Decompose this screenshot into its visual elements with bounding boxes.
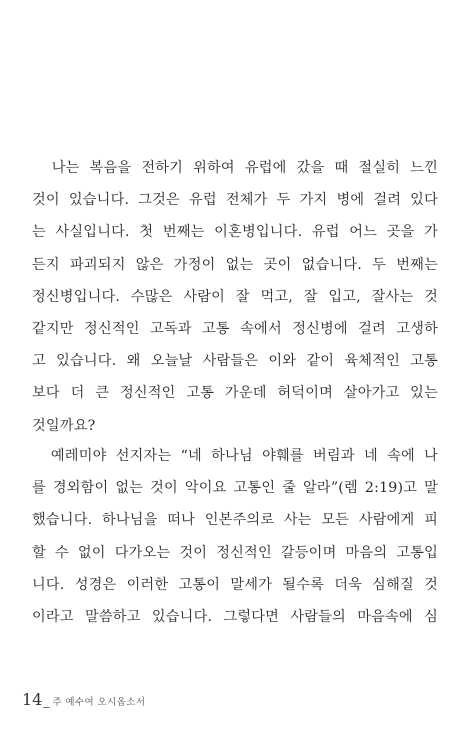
text-line: 나는 복음을 전하기 위하여 유럽에 갔을 때 절실히 느낀 [32,160,438,176]
text-line: 는 사실입니다. 첫 번째는 이혼병입니다. 유럽 어느 곳을 가 [32,224,438,241]
text-line: 니다. 성경은 이러한 고통이 말세가 될수록 더욱 심해질 것 [32,576,438,593]
text-line: 이라고 말씀하고 있습니다. 그렇다면 사람들의 마음속에 심 [32,608,438,625]
footer-separator: _ [43,694,50,708]
text-line: 정신병입니다. 수많은 사람이 잘 먹고, 잘 입고, 잘사는 것 [32,288,438,305]
text-line: 했습니다. 하나님을 떠나 인본주의로 사는 모든 사람에게 피 [32,512,438,529]
text-line: 것일까요? [32,417,96,434]
text-line: 할 수 없이 다가오는 것이 정신적인 갈등이며 마음의 고통입 [32,544,438,561]
text-line: 같지만 정신적인 고독과 고통 속에서 정신병에 걸려 고생하 [32,320,438,337]
paragraph-2 [32,440,438,633]
paragraph-1 [32,152,438,442]
text-line: 것이 있습니다. 그것은 유럽 전체가 두 가지 병에 걸려 있다 [32,192,438,209]
running-book-title: 주 예수여 오시옵소서 [52,697,146,708]
text-line: 를 경외함이 없는 것이 악이요 고통인 줄 알라”(렘 2:19)고 말 [32,480,438,497]
text-line: 예레미야 선지자는 “네 하나님 야훼를 버림과 네 속에 나 [32,448,438,464]
page-footer [22,690,145,709]
page-number: 14 [22,690,43,709]
text-line: 든지 파괴되지 않은 가정이 없는 곳이 없습니다. 두 번째는 [32,256,438,273]
text-line: 고 있습니다. 왜 오늘날 사람들은 이와 같이 육체적인 고통 [32,353,438,370]
text-line: 보다 더 큰 정신적인 고통 가운데 허덕이며 살아가고 있는 [32,385,438,402]
